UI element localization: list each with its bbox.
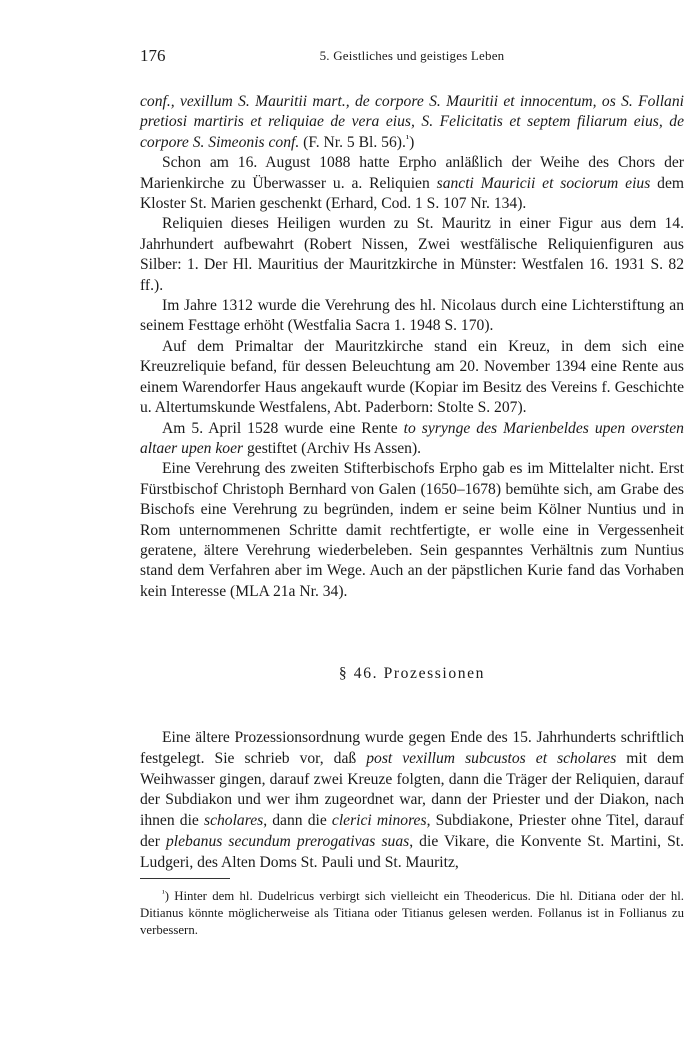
page-header xyxy=(140,46,684,70)
paragraph xyxy=(140,459,684,602)
footnote-divider xyxy=(140,878,230,879)
text-run: dem Kloster St. Marien geschenkt (Erhard, Cod. 1 S. 107 Nr. 134). xyxy=(140,174,685,213)
footnote xyxy=(140,888,684,939)
latin-quote: post vexillum subcustos et scholares xyxy=(366,749,617,767)
text-run: (F. Nr. 5 Bl. 56). xyxy=(299,133,406,151)
paragraph xyxy=(140,153,684,214)
latin-quote: scholares xyxy=(204,812,264,830)
footnote-marker: ¹ xyxy=(162,887,165,898)
paragraph xyxy=(140,92,684,153)
latin-quote: to syrynge des Marienbeldes upen oversten altaer upen koer xyxy=(140,419,684,457)
body-text xyxy=(140,92,684,602)
text-run: Eine Verehrung des zweiten Stifterbischofs Erpho gab es im Mittelalter nicht. Erst Fürstbischof Christoph Bernhard von Galen (1650–1678) bemühte sich, am Grabe des Bischofs eine Verehrung zu begründen, indem er seine beim Kölner Nuntius und in Rom unternommenen Schritte damit rechtfertigte, er wolle eine in Vergessenheit geratene, ältere Verehrung wiederbeleben. Sein gespanntes Verhältnis zum Nuntius stand dem Verfahren aber im Wege. Auch an der päpstlichen Kurie fand das Vorhaben kein Interesse (MLA 21a Nr. 34). xyxy=(140,460,684,600)
footnote-marker: ¹ xyxy=(405,132,410,145)
text-run: , die Vikare, die Konvente St. Martini, St. Ludgeri, des Alten Doms St. Pauli und St. Mauritz, xyxy=(140,832,685,871)
paragraph xyxy=(140,296,684,337)
latin-quote: sancti Mauricii et sociorum eius xyxy=(436,174,651,192)
latin-quote: clerici minores xyxy=(331,812,427,830)
running-head: 5. Geistliches und geistiges Leben xyxy=(319,48,505,63)
paragraph xyxy=(140,337,684,419)
text-run: Auf dem Primaltar der Mauritzkirche stand ein Kreuz, in dem sich eine Kreuzreliquie befand, für dessen Beleuchtung am 20. November 1394 eine Rente aus einem Warendorfer Haus angekauft wurde (Kopiar im Besitz des Vereins f. Geschichte u. Altertumskunde Westfalens, Abt. Paderborn: Stolte S. 207). xyxy=(140,337,684,417)
paragraph xyxy=(140,419,684,460)
body-text-section xyxy=(140,728,684,874)
footnote-paragraph xyxy=(140,888,684,939)
text-run: mit dem Weihwasser gingen, darauf zwei Kreuze folgten, dann die Träger der Reliquien, darauf der Subdiakon und wer ihm zugeordnet war, dann der Priester und der Diakon, nach ihnen die xyxy=(140,749,684,830)
text-run: , dann die xyxy=(263,812,332,830)
text-run: Reliquien dieses Heiligen wurden zu St. Mauritz in einer Figur aus dem 14. Jahrhundert aufbewahrt (Robert Nissen, Zwei westfälische Reliquienfiguren aus Silber: 1. Der Hl. Mauritius der Mauritzkirche in Münster: Westfalen 16. 1931 S. 82 ff.). xyxy=(140,215,684,294)
latin-quote: plebanus secundum prerogativas suas xyxy=(166,832,410,850)
text-run: ) Hinter dem hl. Dudelricus verbirgt sich vielleicht ein Theodericus. Die hl. Ditiana oder der hl. Ditianus könnte möglicherweise als Titiana oder Titianus gelesen werden. Follanus ist in Follianus zu verbessern. xyxy=(140,889,684,937)
page-number: 176 xyxy=(140,46,166,65)
section-heading: § 46. Prozessionen xyxy=(338,665,486,682)
text-run: gestiftet (Archiv Hs Assen). xyxy=(243,439,422,457)
text-run: Schon am 16. August 1088 hatte Erpho anläßlich der Weihe des Chors der Marienkirche zu Überwasser u. a. Reliquien xyxy=(140,154,684,192)
text-run: Am 5. April 1528 wurde eine Rente xyxy=(162,419,404,437)
text-run: ) xyxy=(409,133,415,151)
paragraph xyxy=(140,214,684,296)
latin-quote: conf., vexillum S. Mauritii mart., de corpore S. Mauritii et innocentum, os S. Follani pretiosi martiris et reliquiae de vera eius, S. Felicitatis et septem filiarum eius, de corpore S. Simeonis conf. xyxy=(140,93,684,151)
text-run: Eine ältere Prozessionsordnung wurde gegen Ende des 15. Jahrhunderts schriftlich festgelegt. Sie schrieb vor, daß xyxy=(140,729,684,767)
text-run: , Subdiakone, Priester ohne Titel, darauf der xyxy=(140,812,684,850)
paragraph xyxy=(140,728,684,874)
text-run: Im Jahre 1312 wurde die Verehrung des hl. Nicolaus durch eine Lichterstiftung an seinem Festtage erhöht (Westfalia Sacra 1. 1948 S. 170). xyxy=(140,297,684,335)
